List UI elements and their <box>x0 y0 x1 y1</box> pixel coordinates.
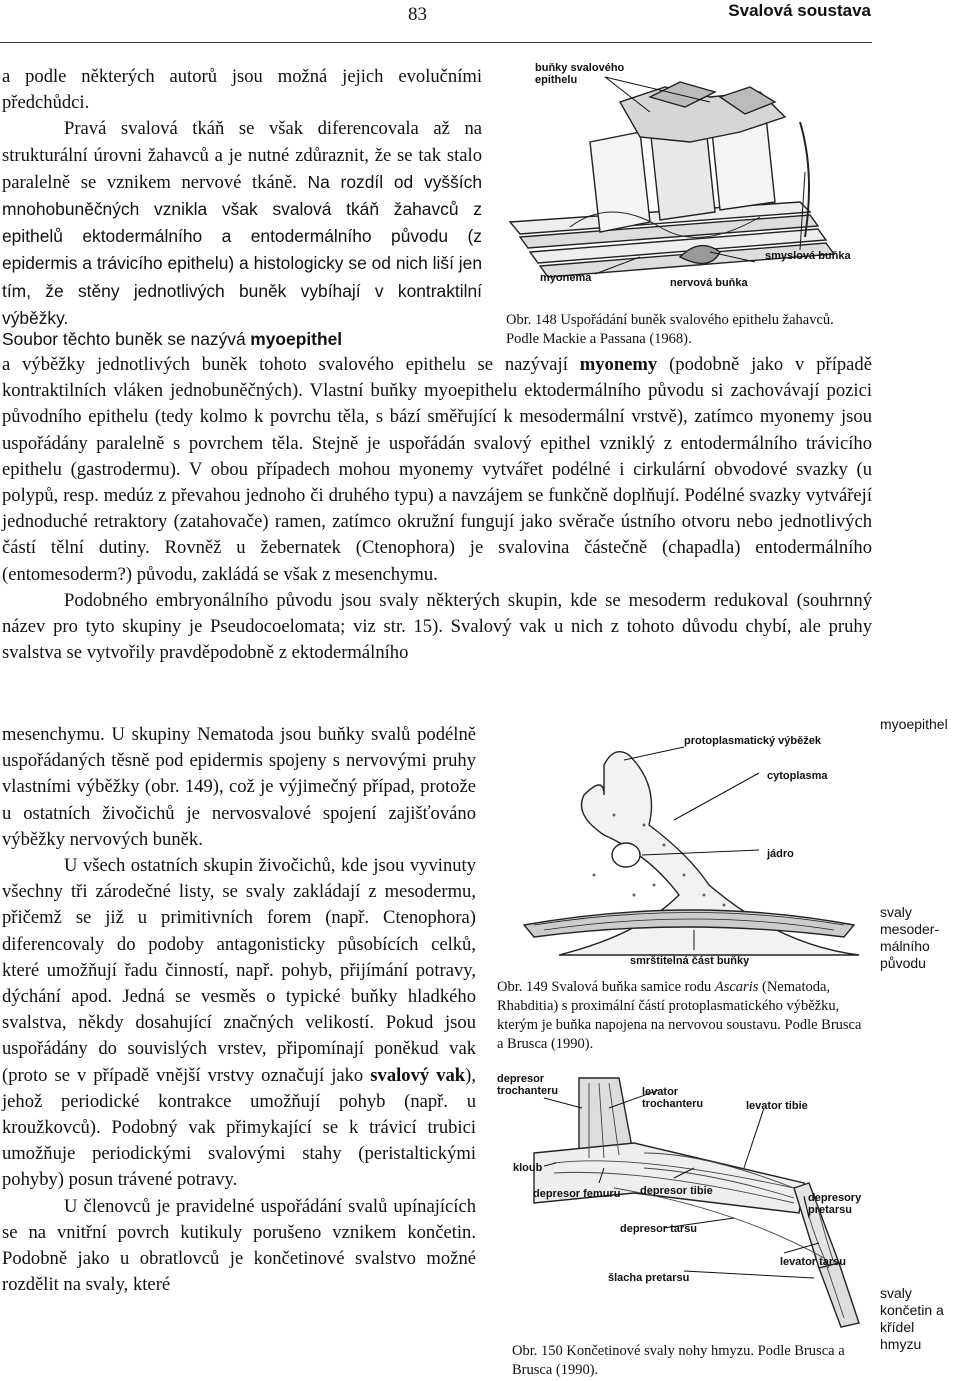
fig150-label-lev-tib: levator tibie <box>746 1100 808 1112</box>
paragraph-5 <box>2 853 476 1194</box>
fig150-label-dep-troch: depresor trochanteru <box>497 1073 559 1097</box>
fig148-label-nerve: nervová buňka <box>670 277 748 289</box>
fig150-label-dep-pret: depresory pretarsu <box>808 1192 862 1216</box>
fig148-label-cells: buňky svalového epithelu <box>535 62 625 86</box>
fig149-caption-pre: Obr. 149 Svalová buňka samice rodu <box>497 979 712 995</box>
fig149-caption-genus: Ascaris <box>714 979 759 995</box>
text-block-3 <box>2 722 476 1298</box>
fig150-label-lev-tars: levator tarsu <box>780 1256 847 1268</box>
figure-148-illustration <box>500 52 870 307</box>
fig149-label-contractile: smrštitelná část buňky <box>630 955 750 967</box>
term-myonemy: myonemy <box>579 354 658 375</box>
fig149-label-nucleus: jádro <box>767 848 794 860</box>
paragraph-6: U členovců je pravidelné uspořádání svalů upínajících se na vnitřní povrch kutikuly porušeno vznikem končetin. Podobně jako u obratlovců je končetinové svalstvo možné rozdělit na svaly, které <box>2 1195 476 1296</box>
paragraph-2-sans: Na rozdíl od vyšších mnohobuněčných vznikla však svalová tkáň žahavců z epithelů ektodermálního a entodermálního původu (z epidermis a trávicího epithelu) a histologicky se od nich liší jen tím, že stěny jednotlivých buněk vybíhají v kontraktilní výběžky. <box>2 171 483 328</box>
page-number: 83 <box>408 4 427 25</box>
paragraph-3a: a výběžky jednotlivých buněk tohoto svalového epithelu se nazývají <box>2 354 568 375</box>
margin-note-mesodermal: svaly mesoder-málního původu <box>880 904 940 971</box>
margin-note-myoepithel: myoepithel <box>880 716 948 732</box>
fig150-label-dep-fem: depresor femuru <box>533 1188 621 1200</box>
figure-150-caption: Obr. 150 Končetinové svaly nohy hmyzu. Podle Brusca a Brusca (1990). <box>512 1343 845 1378</box>
figure-148-caption: Obr. 148 Uspořádání buněk svalového epithelu žahavců. Podle Mackie a Passana (1968). <box>506 312 834 347</box>
paragraph-2 <box>2 116 482 332</box>
header-rule <box>0 42 872 43</box>
femur-shape <box>534 1143 804 1213</box>
text-block-2 <box>2 352 872 666</box>
text-block-1 <box>2 64 482 332</box>
fig150-label-lev-troch: levator trochanteru <box>642 1086 704 1110</box>
fig149-caption-post: (Nematoda, Rhabditia) s proximální částí protoplasmatického výběžku, kterým je buňka napojena na nervovou soustavu. Podle Brusca a Brusca (1990). <box>497 979 862 1052</box>
paragraph-3 <box>2 352 872 588</box>
term-myoepithel: myoepithel <box>250 329 343 349</box>
chapter-title: Svalová soustava <box>728 1 871 20</box>
paragraph-3b: (podobně jako v případě kontraktilních vláken jednobuněčných). Vlastní buňky myoepithelu ektodermálního původu si zachovávají pozici původního epithelu (tedy kolmo k povrchu těla, s bází směřující k mesodermální vrstvě), zatímco myonemy jsou uspořádány paralelně s povrchem těla. Stejně je uspořádán svalový epithel vzniklý z entodermálního trávicího epithelu (gastrodermu). V obou případech mohou myonemy vytvářet podélné i cirkulární obvodové svazky (u polypů, resp. medúz z převahou jednoho či druhého typu) a navzájem se funkčně doplňují. Podélné svazky vytvářejí jednoduché retraktory (zatahovače) ramen, zatímco okružní fungují jako svěrače ústního otvoru nebo jednotlivých částí tělní dutiny. Rovněž u žebernatek (Ctenophora) je svalovina částečně (chapadla) entodermálního (entomesoderm?) původu, zakládá se však z mesenchymu. <box>2 354 872 585</box>
margin-note-limbs: svaly končetin a křídel hmyzu <box>880 1285 944 1352</box>
nucleus-shape <box>612 843 640 867</box>
text-line-myoepithel <box>2 326 502 353</box>
paragraph-1: a podle některých autorů jsou možná jejich evolučními předchůdci. <box>2 66 482 114</box>
paragraph-5b: ), jehož periodické kontrakce umožňují pohyb (např. u kroužkovců). Podobný vak přimykající se k trávicí trubici umožňuje periodickými svalovými stahy (peristaltickými pohyby) posun trávené potravy. <box>2 1064 476 1191</box>
fig148-label-sensory: smyslová buňka <box>765 250 851 262</box>
fig150-label-slacha: šlacha pretarsu <box>608 1272 690 1284</box>
figure-149-caption <box>497 978 865 1054</box>
fig150-label-dep-tars: depresor tarsu <box>620 1223 698 1235</box>
fig149-label-process: protoplasmatický výběžek <box>684 735 821 747</box>
fig149-label-cytoplasm: cytoplasma <box>767 770 828 782</box>
paragraph-2-continued: Soubor těchto buněk se nazývá <box>2 329 246 349</box>
tarsus-shape <box>819 1263 859 1327</box>
term-svalovy-vak: svalový vak <box>370 1064 466 1086</box>
paragraph-2-serif: Pravá svalová tkáň se však diferencovala až na strukturální úrovni žahavců a je nutné zdůraznit, že se tak stalo paralelně se vznikem nervové tkáně. <box>2 118 482 193</box>
fig150-label-kloub: kloub <box>513 1162 543 1174</box>
fig150-label-dep-tib: depresor tibie <box>640 1185 713 1197</box>
figure-149-illustration <box>494 725 869 970</box>
fig148-label-myonema: myonema <box>540 272 592 284</box>
paragraph-5a: U všech ostatních skupin živočichů, kde jsou vyvinuty všechny tři zárodečné listy, se svaly zakládají z mesodermu, přičemž se již u primitivních forem (např. Ctenophora) diferencovaly do podoby antagonisticky působících celků, které umožňují řadu činností, např. pohyb, přijímání potravy, dýchání apod. Jedná se vesměs o typické buňky hladkého svalstva, někdy dosahující značných velikostí. Pokud jsou uspořádány do souvislých vrstev, připomínají poněkud vak (proto se v případě vnější vrstvy označují jako <box>2 855 476 1086</box>
paragraph-4: Podobného embryonálního původu jsou svaly některých skupin, kde se mesoderm redukoval (souhrnný název pro tyto skupiny je Pseudocoelomata; viz str. 15). Svalový vak u nich z tohoto důvodu chybí, ale pruhy svalstva se vytvořily pravděpodobně z ektodermálního <box>2 589 872 664</box>
paragraph-4b: mesenchymu. U skupiny Nematoda jsou buňky svalů podélně uspořádaných těsně pod epidermis spojeny s nervovými pruhy vlastními výběžky (obr. 149), což je výjimečný případ, protože u ostatních živočichů je nervosvalové spojení zajišťováno výběžky nervových buněk. <box>2 724 476 850</box>
